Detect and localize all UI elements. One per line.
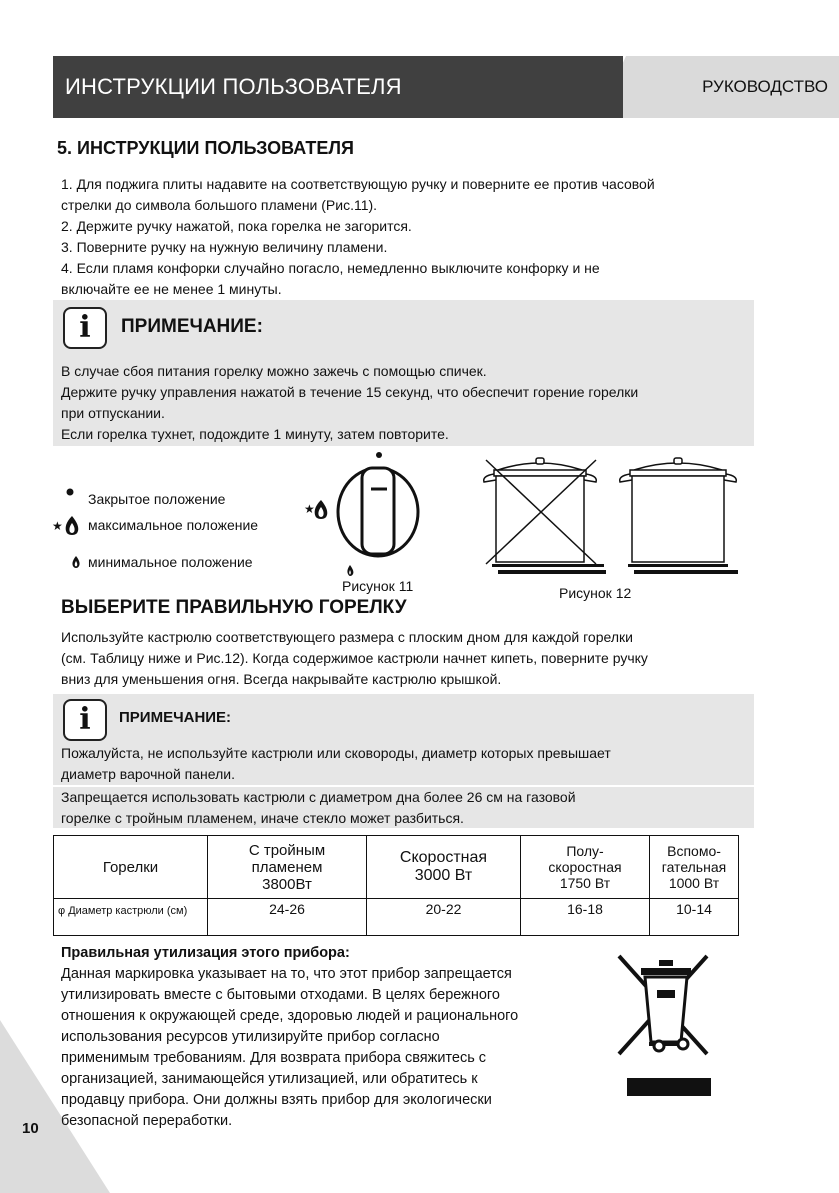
table-header-cell: С тройным пламенем 3800Вт (208, 836, 367, 899)
burner-table (53, 835, 739, 936)
disposal-title: Правильная утилизация этого прибора: (61, 945, 350, 961)
note-box-2-extra (53, 787, 754, 828)
step-line: включайте ее не менее 1 минуты. (61, 281, 282, 297)
step-line: 4. Если пламя конфорки случайно погасло, немедленно выключите конфорку и не (61, 260, 600, 276)
info-icon: i (63, 307, 107, 349)
note-box-2 (53, 694, 754, 785)
legend-max: максимальное положение (88, 517, 259, 533)
step-line: стрелки до символа большого пламени (Рис.11). (61, 197, 378, 213)
svg-text:★: ★ (304, 502, 315, 516)
section-title: 5. ИНСТРУКЦИИ ПОЛЬЗОВАТЕЛЯ (57, 138, 354, 158)
disposal-text (61, 964, 583, 1132)
note-line: Держите ручку управления нажатой в течение 15 секунд, что обеспечит горение горелки (61, 384, 639, 400)
pots-figure (478, 452, 758, 582)
text-line: применимым требованиям. Для возврата прибора свяжитесь с (61, 1050, 487, 1066)
note-line: диаметр варочной панели. (61, 766, 235, 782)
step-line: 1. Для поджига плиты надавите на соответствующую ручку и поверните ее против часовой (61, 176, 655, 192)
page-header (53, 56, 839, 118)
text-line: (см. Таблицу ниже и Рис.12). Когда содержимое кастрюли начнет кипеть, поверните ручку (61, 650, 648, 666)
text-line: отношения к окружающей среде, здоровью людей и рационального (61, 1008, 519, 1024)
header-title: ИНСТРУКЦИИ ПОЛЬЗОВАТЕЛЯ (53, 56, 623, 118)
note-title: ПРИМЕЧАНИЕ: (121, 316, 263, 337)
legend-min: минимальное положение (88, 554, 253, 570)
header-right-title: РУКОВОДСТВО (702, 77, 828, 96)
burner-section-text (61, 627, 751, 690)
note-line: Пожалуйста, не используйте кастрюли или сковороды, диаметр которых превышает (61, 745, 611, 761)
step-line: 2. Держите ручку нажатой, пока горелка не загорится. (61, 218, 412, 234)
text-line: организацией, занимающейся утилизацией, или обратитесь к (61, 1071, 478, 1087)
step-line: 3. Поверните ручку на нужную величину пламени. (61, 239, 388, 255)
text-line: утилизировать вместе с бытовыми отходами. В целях бережного (61, 987, 500, 1003)
table-cell: 24-26 (208, 899, 367, 936)
table-header-cell: Полу- скоростная 1750 Вт (521, 836, 650, 899)
text-line: использования ресурсов утилизируйте прибор согласно (61, 1029, 440, 1045)
text-line: Данная маркировка указывает на то, что этот прибор запрещается (61, 966, 512, 982)
burner-section-title: ВЫБЕРИТЕ ПРАВИЛЬНУЮ ГОРЕЛКУ (61, 597, 407, 618)
max-flame-icon (52, 513, 82, 537)
text-line: продавцу прибора. Они должны взять прибор для экологически (61, 1092, 492, 1108)
svg-text:★: ★ (52, 519, 63, 533)
legend-closed: Закрытое положение (88, 491, 226, 507)
instruction-steps (61, 174, 751, 300)
table-cell: 10-14 (650, 899, 739, 936)
note-line: горелке с тройным пламенем, иначе стекло может разбиться. (61, 810, 464, 826)
page-number: 10 (22, 1120, 39, 1137)
table-cell: 20-22 (367, 899, 521, 936)
figure-11-caption: Рисунок 11 (342, 578, 414, 594)
table-header-cell: Вспомо- гательная 1000 Вт (650, 836, 739, 899)
note-extra-text (61, 787, 753, 829)
note-text (61, 743, 753, 785)
min-flame-icon (71, 555, 81, 569)
note-line: В случае сбоя питания горелку можно зажечь с помощью спичек. (61, 363, 487, 379)
table-cell: 16-18 (521, 899, 650, 936)
closed-position-icon (66, 488, 74, 496)
text-line: вниз для уменьшения огня. Всегда накрывайте кастрюлю крышкой. (61, 671, 502, 687)
note-line: при отпускании. (61, 405, 165, 421)
table-header-cell: Горелки (54, 836, 208, 899)
text-line: безопасной переработки. (61, 1113, 233, 1129)
note-box-1 (53, 300, 754, 446)
table-row-label: φ Диаметр кастрюли (см) (54, 899, 208, 936)
info-icon: i (63, 699, 107, 741)
note-line: Запрещается использовать кастрюли с диаметром дна более 26 см на газовой (61, 789, 576, 805)
table-header-cell: Скоростная 3000 Вт (367, 836, 521, 899)
figure-12-caption: Рисунок 12 (559, 585, 632, 601)
crossed-out-bin-icon (615, 950, 715, 1100)
note-text (61, 361, 753, 445)
note-line: Если горелка тухнет, подождите 1 минуту, затем повторите. (61, 426, 449, 442)
table-header-row (54, 836, 739, 899)
note-title: ПРИМЕЧАНИЕ: (119, 709, 232, 726)
text-line: Используйте кастрюлю соответствующего размера с плоским дном для каждой горелки (61, 629, 633, 645)
knob-figure (298, 445, 438, 580)
table-row (54, 899, 739, 936)
